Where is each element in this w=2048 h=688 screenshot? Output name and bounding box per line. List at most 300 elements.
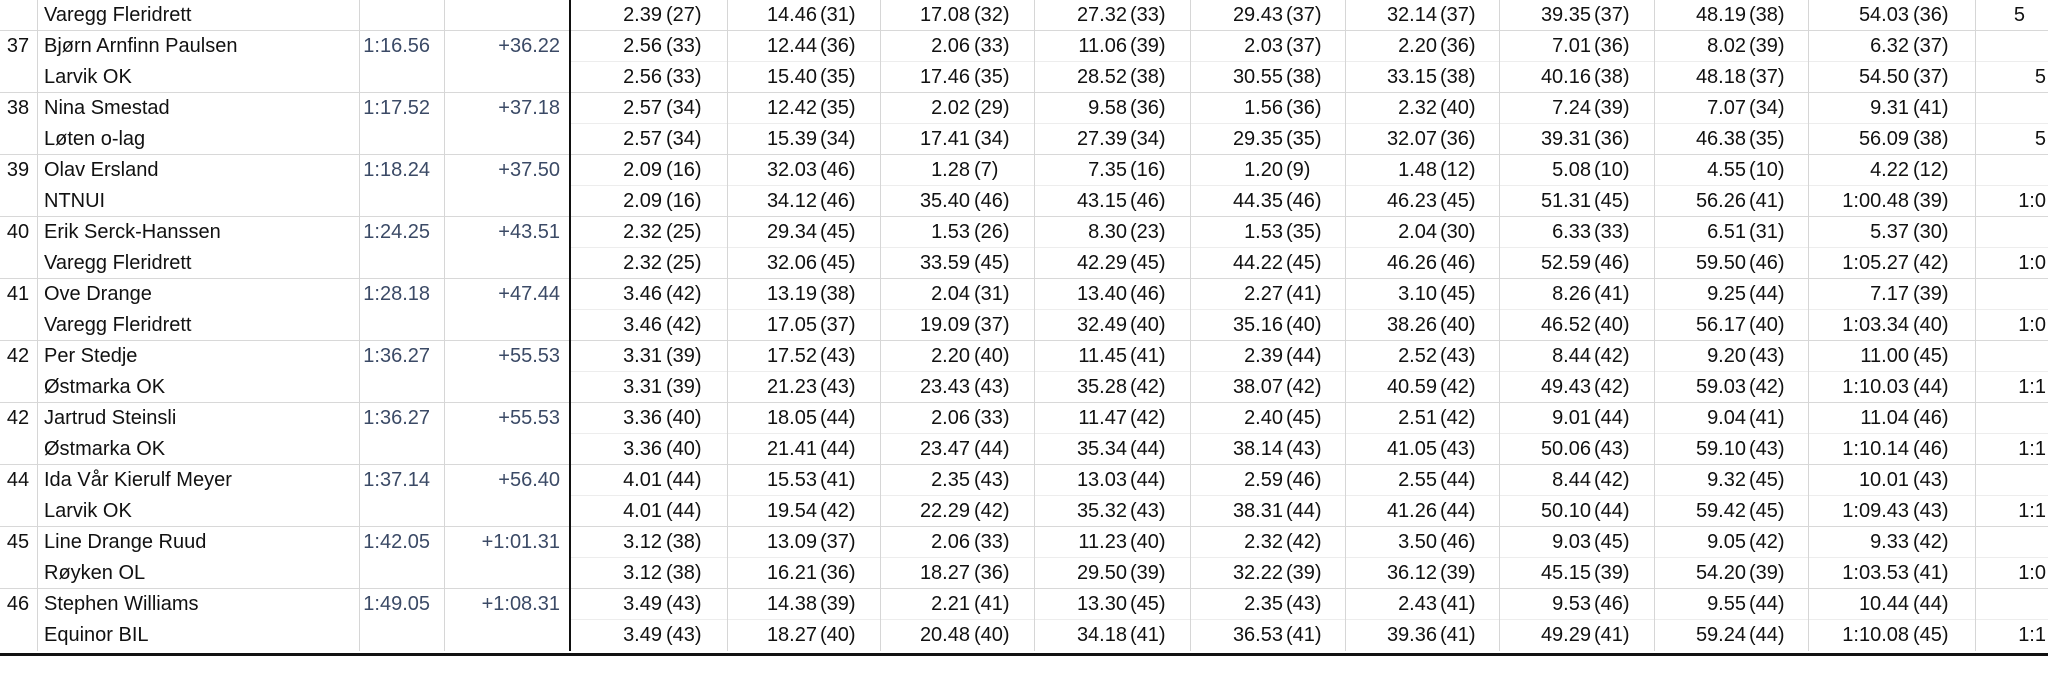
runner-split-line <box>0 31 2048 62</box>
split-rank: (35) <box>820 97 856 119</box>
split-time: 8.26 <box>1552 283 1591 305</box>
col-divider-time <box>444 0 445 651</box>
split-rank: (30) <box>1913 221 1949 243</box>
split-rank: (45) <box>1594 531 1630 553</box>
split-rank: (42) <box>820 500 856 522</box>
split-time: 2.32 <box>1244 531 1283 553</box>
split-time: 49.29 <box>1540 624 1591 646</box>
split-time: 1:00.48 <box>1842 190 1909 212</box>
split-time: 1:09.43 <box>1842 500 1909 522</box>
split-rank: (39) <box>666 376 702 398</box>
split-time: 1:10.14 <box>1842 438 1909 460</box>
table-row <box>0 403 2048 465</box>
split-rank: (34) <box>1130 128 1166 150</box>
split-time: 9.20 <box>1707 345 1746 367</box>
split-time: 39.35 <box>1540 4 1591 26</box>
split-rank: (36) <box>1913 4 1949 26</box>
runner-split-line <box>0 465 2048 496</box>
split-rank: (44) <box>1594 407 1630 429</box>
split-time: 9.32 <box>1707 469 1746 491</box>
split-rank: (40) <box>666 438 702 460</box>
split-rank: (39) <box>1913 283 1949 305</box>
split-time: 1.53 <box>1244 221 1283 243</box>
runner-club: Østmarka OK <box>44 438 166 460</box>
split-rank: (42) <box>1286 376 1322 398</box>
split-rank: (44) <box>666 500 702 522</box>
split-time: 34.12 <box>766 190 817 212</box>
split-time: 3.49 <box>623 624 662 646</box>
runner-place: 40 <box>6 221 30 243</box>
split-rank: (43) <box>974 469 1010 491</box>
split-time: 17.52 <box>766 345 817 367</box>
split-rank: (44) <box>1749 283 1785 305</box>
split-time: 54.50 <box>1858 66 1909 88</box>
split-rank: (33) <box>1594 221 1630 243</box>
runner-split-line <box>0 279 2048 310</box>
split-rank: (10) <box>1749 159 1785 181</box>
split-rank: (44) <box>1130 469 1166 491</box>
split-time: 4.01 <box>623 469 662 491</box>
split-time: 46.52 <box>1540 314 1591 336</box>
split-rank: (36) <box>820 562 856 584</box>
runner-place: 45 <box>6 531 30 553</box>
split-time: 2.02 <box>931 97 970 119</box>
split-rank: (45) <box>1749 500 1785 522</box>
split-rank: (37) <box>1594 4 1630 26</box>
split-rank: (38) <box>1913 128 1949 150</box>
split-rank: (41) <box>1594 283 1630 305</box>
split-rank: (42) <box>1594 376 1630 398</box>
split-time: 17.05 <box>766 314 817 336</box>
split-time: 8.30 <box>1088 221 1127 243</box>
split-rank: (35) <box>820 66 856 88</box>
row-tail: 1:0 <box>2018 252 2046 274</box>
split-time: 22.29 <box>919 500 970 522</box>
split-rank: (44) <box>1594 500 1630 522</box>
row-tail: 5 <box>2034 66 2046 88</box>
split-time: 36.12 <box>1386 562 1437 584</box>
split-rank: (34) <box>820 128 856 150</box>
split-time: 13.30 <box>1076 593 1127 615</box>
split-time: 11.00 <box>1860 345 1909 367</box>
split-rank: (39) <box>1913 190 1949 212</box>
split-time: 36.53 <box>1232 624 1283 646</box>
split-rank: (46) <box>820 159 856 181</box>
split-time: 5.08 <box>1552 159 1591 181</box>
split-rank: (41) <box>1749 407 1785 429</box>
split-time: 1.48 <box>1398 159 1437 181</box>
split-time: 35.34 <box>1076 438 1127 460</box>
split-rank: (16) <box>666 190 702 212</box>
split-rank: (44) <box>1913 376 1949 398</box>
split-rank: (12) <box>1913 159 1949 181</box>
runner-place: 39 <box>6 159 30 181</box>
split-time: 46.26 <box>1386 252 1437 274</box>
split-time: 1.53 <box>931 221 970 243</box>
split-time: 20.48 <box>919 624 970 646</box>
split-rank: (42) <box>1286 531 1322 553</box>
split-time: 2.06 <box>931 35 970 57</box>
runner-split-line <box>0 403 2048 434</box>
split-rank: (41) <box>1286 624 1322 646</box>
split-time: 1:03.34 <box>1842 314 1909 336</box>
col-divider-split <box>1808 0 1809 651</box>
split-time: 11.47 <box>1078 407 1127 429</box>
row-tail: 1:0 <box>2018 562 2046 584</box>
row-tail: 5 <box>2034 128 2046 150</box>
runner-club: Larvik OK <box>44 500 132 522</box>
split-time: 10.01 <box>1858 469 1909 491</box>
col-divider-results <box>569 0 571 651</box>
split-rank: (40) <box>974 624 1010 646</box>
split-rank: (33) <box>974 35 1010 57</box>
split-rank: (34) <box>666 97 702 119</box>
split-rank: (33) <box>1130 4 1166 26</box>
split-rank: (33) <box>974 531 1010 553</box>
runner-diff: +55.53 <box>498 345 560 367</box>
runner-diff: +55.53 <box>498 407 560 429</box>
split-time: 2.43 <box>1398 593 1437 615</box>
runner-diff: +37.18 <box>498 97 560 119</box>
split-rank: (46) <box>1286 469 1322 491</box>
split-time: 38.26 <box>1386 314 1437 336</box>
col-divider-split <box>727 0 728 651</box>
split-rank: (42) <box>1130 376 1166 398</box>
split-time: 30.55 <box>1232 66 1283 88</box>
table-row <box>0 279 2048 341</box>
split-rank: (44) <box>1913 593 1949 615</box>
split-time: 2.20 <box>1398 35 1437 57</box>
table-row <box>0 31 2048 93</box>
split-time: 2.27 <box>1244 283 1283 305</box>
runner-name: Jartrud Steinsli <box>44 407 177 429</box>
split-time: 19.54 <box>766 500 817 522</box>
split-time: 33.15 <box>1386 66 1437 88</box>
split-time: 32.49 <box>1076 314 1127 336</box>
split-rank: (33) <box>666 66 702 88</box>
split-time: 4.55 <box>1707 159 1746 181</box>
split-time: 3.10 <box>1398 283 1437 305</box>
split-rank: (45) <box>1440 190 1476 212</box>
split-time: 2.57 <box>623 97 662 119</box>
split-time: 35.28 <box>1076 376 1127 398</box>
runner-place: 37 <box>6 35 30 57</box>
runner-club: Larvik OK <box>44 66 132 88</box>
runner-time: 1:17.52 <box>363 97 430 119</box>
table-bottom-rule <box>0 653 2048 656</box>
split-time: 11.23 <box>1078 531 1127 553</box>
split-rank: (38) <box>1749 4 1785 26</box>
split-time: 32.22 <box>1232 562 1283 584</box>
split-rank: (45) <box>1286 252 1322 274</box>
runner-time: 1:16.56 <box>363 35 430 57</box>
split-rank: (44) <box>1440 500 1476 522</box>
split-rank: (38) <box>1286 66 1322 88</box>
runner-place: 42 <box>6 407 30 429</box>
split-time: 7.24 <box>1552 97 1591 119</box>
split-time: 40.16 <box>1540 66 1591 88</box>
split-time: 3.46 <box>623 314 662 336</box>
runner-cumulative-line <box>0 310 2048 341</box>
runner-name: Line Drange Ruud <box>44 531 207 553</box>
table-row <box>0 527 2048 589</box>
split-rank: (10) <box>1594 159 1630 181</box>
split-rank: (41) <box>1130 345 1166 367</box>
split-rank: (41) <box>1913 97 1949 119</box>
row-tail: 5 <box>2013 4 2025 26</box>
split-time: 44.35 <box>1232 190 1283 212</box>
split-rank: (46) <box>1286 190 1322 212</box>
split-time: 5.37 <box>1870 221 1909 243</box>
split-time: 2.35 <box>931 469 970 491</box>
split-rank: (43) <box>1913 500 1949 522</box>
split-time: 2.59 <box>1244 469 1283 491</box>
split-rank: (44) <box>1749 593 1785 615</box>
split-time: 59.03 <box>1695 376 1746 398</box>
split-time: 6.51 <box>1707 221 1746 243</box>
split-rank: (34) <box>666 128 702 150</box>
split-rank: (38) <box>820 283 856 305</box>
table-row <box>0 341 2048 403</box>
split-time: 2.09 <box>623 190 662 212</box>
split-time: 27.39 <box>1076 128 1127 150</box>
split-time: 56.26 <box>1695 190 1746 212</box>
split-time: 43.15 <box>1076 190 1127 212</box>
runner-cumulative-line <box>0 186 2048 217</box>
split-rank: (45) <box>1130 252 1166 274</box>
split-rank: (37) <box>1440 4 1476 26</box>
split-rank: (44) <box>974 438 1010 460</box>
split-rank: (44) <box>1130 438 1166 460</box>
split-rank: (45) <box>820 252 856 274</box>
split-time: 29.50 <box>1076 562 1127 584</box>
split-rank: (38) <box>666 562 702 584</box>
split-rank: (38) <box>666 531 702 553</box>
split-time: 32.03 <box>766 159 817 181</box>
split-time: 2.39 <box>623 4 662 26</box>
runner-club: NTNUI <box>44 190 106 212</box>
row-tail: 1:1 <box>2018 500 2046 522</box>
split-time: 2.56 <box>623 35 662 57</box>
split-time: 9.04 <box>1707 407 1746 429</box>
split-rank: (46) <box>1440 252 1476 274</box>
row-tail: 1:1 <box>2018 624 2046 646</box>
split-rank: (44) <box>820 438 856 460</box>
split-time: 3.36 <box>623 407 662 429</box>
split-rank: (41) <box>1286 283 1322 305</box>
split-time: 4.01 <box>623 500 662 522</box>
runner-time: 1:42.05 <box>363 531 430 553</box>
runner-name: Per Stedje <box>44 345 138 367</box>
split-time: 1.28 <box>931 159 970 181</box>
split-rank: (46) <box>974 190 1010 212</box>
split-time: 13.03 <box>1076 469 1127 491</box>
split-time: 59.50 <box>1695 252 1746 274</box>
runner-name: Ida Vår Kierulf Meyer <box>44 469 232 491</box>
split-rank: (44) <box>1440 469 1476 491</box>
split-time: 14.46 <box>766 4 817 26</box>
split-rank: (45) <box>974 252 1010 274</box>
split-rank: (42) <box>1913 531 1949 553</box>
split-time: 17.46 <box>919 66 970 88</box>
split-rank: (43) <box>1440 438 1476 460</box>
split-rank: (39) <box>1440 562 1476 584</box>
split-rank: (31) <box>974 283 1010 305</box>
runner-time: 1:24.25 <box>363 221 430 243</box>
split-time: 12.42 <box>766 97 817 119</box>
split-rank: (36) <box>1594 128 1630 150</box>
split-time: 48.18 <box>1695 66 1746 88</box>
split-time: 17.41 <box>919 128 970 150</box>
split-rank: (43) <box>1440 345 1476 367</box>
split-rank: (46) <box>1440 531 1476 553</box>
runner-cumulative-line <box>0 372 2048 403</box>
split-rank: (43) <box>1286 593 1322 615</box>
split-rank: (16) <box>1130 159 1166 181</box>
split-rank: (25) <box>666 252 702 274</box>
table-row <box>0 155 2048 217</box>
split-rank: (37) <box>820 531 856 553</box>
split-time: 13.19 <box>766 283 817 305</box>
split-rank: (45) <box>820 221 856 243</box>
split-time: 7.07 <box>1707 97 1746 119</box>
runner-cumulative-line <box>0 248 2048 279</box>
split-rank: (43) <box>1913 469 1949 491</box>
split-rank: (41) <box>1913 562 1949 584</box>
split-rank: (41) <box>1440 593 1476 615</box>
split-time: 28.52 <box>1076 66 1127 88</box>
split-rank: (40) <box>820 624 856 646</box>
runner-time: 1:18.24 <box>363 159 430 181</box>
split-rank: (37) <box>1749 66 1785 88</box>
row-tail: 1:0 <box>2018 314 2046 336</box>
split-time: 16.21 <box>766 562 817 584</box>
split-time: 1:10.03 <box>1842 376 1909 398</box>
split-time: 9.25 <box>1707 283 1746 305</box>
split-rank: (39) <box>1749 35 1785 57</box>
split-time: 38.31 <box>1232 500 1283 522</box>
split-rank: (40) <box>1913 314 1949 336</box>
split-rank: (39) <box>1594 97 1630 119</box>
split-time: 54.03 <box>1858 4 1909 26</box>
split-rank: (46) <box>1913 407 1949 429</box>
split-time: 4.22 <box>1870 159 1909 181</box>
split-rank: (41) <box>1594 624 1630 646</box>
split-rank: (43) <box>1286 438 1322 460</box>
runner-cumulative-line <box>0 62 2048 93</box>
runner-split-line <box>0 93 2048 124</box>
col-divider-place <box>37 0 38 651</box>
split-rank: (9) <box>1286 159 1311 181</box>
split-time: 29.34 <box>766 221 817 243</box>
split-rank: (29) <box>974 97 1010 119</box>
split-rank: (46) <box>820 190 856 212</box>
split-rank: (41) <box>974 593 1010 615</box>
split-rank: (25) <box>666 221 702 243</box>
split-time: 3.31 <box>623 345 662 367</box>
split-time: 39.36 <box>1386 624 1437 646</box>
split-rank: (40) <box>1749 314 1785 336</box>
col-divider-split <box>1975 0 1976 651</box>
split-time: 2.52 <box>1398 345 1437 367</box>
runner-club: Østmarka OK <box>44 376 166 398</box>
split-rank: (40) <box>666 407 702 429</box>
split-time: 32.07 <box>1386 128 1437 150</box>
split-rank: (39) <box>1749 562 1785 584</box>
split-time: 41.26 <box>1386 500 1437 522</box>
split-time: 54.20 <box>1695 562 1746 584</box>
split-time: 15.40 <box>766 66 817 88</box>
split-rank: (44) <box>1286 500 1322 522</box>
split-time: 23.43 <box>919 376 970 398</box>
runner-club: Varegg Fleridrett <box>44 4 192 26</box>
split-rank: (39) <box>1130 562 1166 584</box>
split-time: 12.44 <box>766 35 817 57</box>
split-rank: (36) <box>974 562 1010 584</box>
split-rank: (34) <box>1749 97 1785 119</box>
split-time: 9.03 <box>1552 531 1591 553</box>
split-rank: (12) <box>1440 159 1476 181</box>
runner-name: Nina Smestad <box>44 97 170 119</box>
split-rank: (27) <box>666 4 702 26</box>
split-rank: (40) <box>1130 314 1166 336</box>
split-time: 46.38 <box>1695 128 1746 150</box>
table-row <box>0 93 2048 155</box>
split-time: 8.44 <box>1552 345 1591 367</box>
split-time: 40.59 <box>1386 376 1437 398</box>
split-rank: (38) <box>1594 66 1630 88</box>
split-time: 48.19 <box>1695 4 1746 26</box>
split-time: 3.31 <box>623 376 662 398</box>
split-time: 21.41 <box>766 438 817 460</box>
split-time: 3.36 <box>623 438 662 460</box>
runner-diff: +37.50 <box>498 159 560 181</box>
split-rank: (44) <box>820 407 856 429</box>
runner-diff: +56.40 <box>498 469 560 491</box>
runner-name: Ove Drange <box>44 283 152 305</box>
split-rank: (43) <box>1594 438 1630 460</box>
runner-cumulative-line <box>0 558 2048 589</box>
row-tail: 1:0 <box>2018 190 2046 212</box>
split-rank: (39) <box>666 345 702 367</box>
col-divider-name <box>359 0 360 651</box>
split-time: 2.55 <box>1398 469 1437 491</box>
split-time: 1:10.08 <box>1842 624 1909 646</box>
split-rank: (46) <box>1749 252 1785 274</box>
split-time: 45.15 <box>1540 562 1591 584</box>
runner-place: 46 <box>6 593 30 615</box>
col-divider-split <box>1345 0 1346 651</box>
split-time: 2.32 <box>623 221 662 243</box>
split-rank: (43) <box>1130 500 1166 522</box>
split-rank: (42) <box>1594 345 1630 367</box>
split-rank: (34) <box>974 128 1010 150</box>
runner-diff: +47.44 <box>498 283 560 305</box>
split-rank: (37) <box>1913 66 1949 88</box>
split-time: 11.06 <box>1078 35 1127 57</box>
split-rank: (43) <box>820 345 856 367</box>
runner-club: Røyken OL <box>44 562 146 584</box>
runner-cumulative-line <box>0 620 2048 651</box>
runner-diff: +1:08.31 <box>481 593 560 615</box>
split-rank: (39) <box>1594 562 1630 584</box>
split-time: 41.05 <box>1386 438 1437 460</box>
col-divider-split <box>1034 0 1035 651</box>
split-rank: (43) <box>666 624 702 646</box>
split-time: 7.35 <box>1088 159 1127 181</box>
row-tail: 1:1 <box>2018 438 2046 460</box>
split-rank: (42) <box>666 283 702 305</box>
